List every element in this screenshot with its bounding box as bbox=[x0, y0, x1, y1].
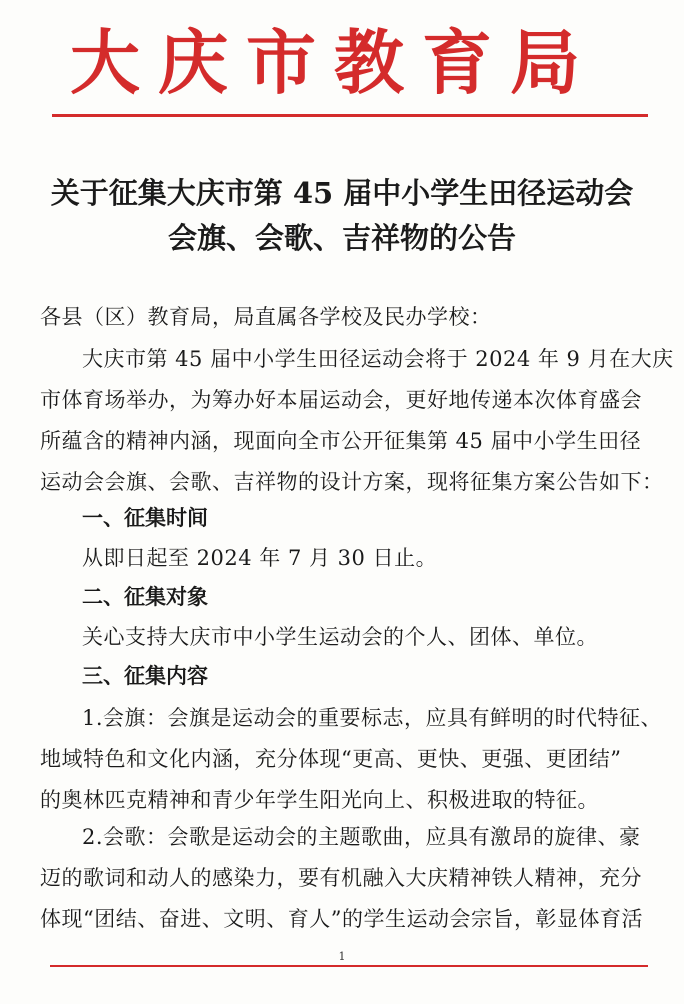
song-line-3: 体现“团结、奋进、文明、育人”的学生运动会宗旨，彰显体育活 bbox=[40, 907, 643, 931]
footer-red-rule bbox=[50, 965, 648, 967]
document-title-line-1: 关于征集大庆市第 45 届中小学生田径运动会 bbox=[50, 176, 634, 210]
intro-line-3: 所蕴含的精神内涵，现面向全市公开征集第 45 届中小学生田径 bbox=[40, 429, 642, 453]
intro-line-2: 市体育场举办，为筹办好本届运动会，更好地传递本次体育盛会 bbox=[40, 388, 642, 412]
section-2-text: 关心支持大庆市中小学生运动会的个人、团体、单位。 bbox=[82, 625, 598, 649]
letterhead-red-rule bbox=[52, 114, 648, 117]
flag-line-2: 地域特色和文化内涵，充分体现“更高、更快、更强、更团结” bbox=[40, 747, 622, 771]
salutation: 各县（区）教育局，局直属各学校及民办学校： bbox=[40, 305, 492, 329]
section-1-text: 从即日起至 2024 年 7 月 30 日止。 bbox=[82, 546, 438, 570]
flag-line-1: 1.会旗：会旗是运动会的重要标志，应具有鲜明的时代特征、 bbox=[82, 706, 663, 730]
flag-line-3: 的奥林匹克精神和青少年学生阳光向上、积极进取的特征。 bbox=[40, 788, 599, 812]
song-line-1: 2.会歌：会歌是运动会的主题歌曲，应具有激昂的旋律、豪 bbox=[82, 825, 641, 849]
intro-line-4: 运动会会旗、会歌、吉祥物的设计方案，现将征集方案公告如下： bbox=[40, 470, 664, 494]
section-3-heading: 三、征集内容 bbox=[82, 664, 208, 688]
page-number: 1 bbox=[338, 950, 346, 963]
letterhead-org-name: 大庆市教育局 bbox=[70, 21, 598, 104]
song-line-2: 迈的歌词和动人的感染力，要有机融入大庆精神铁人精神，充分 bbox=[40, 866, 642, 890]
section-1-heading: 一、征集时间 bbox=[82, 506, 208, 530]
document-title-line-2: 会旗、会歌、吉祥物的公告 bbox=[167, 221, 516, 255]
intro-line-1: 大庆市第 45 届中小学生田径运动会将于 2024 年 9 月在大庆 bbox=[82, 347, 674, 371]
section-2-heading: 二、征集对象 bbox=[82, 585, 208, 609]
